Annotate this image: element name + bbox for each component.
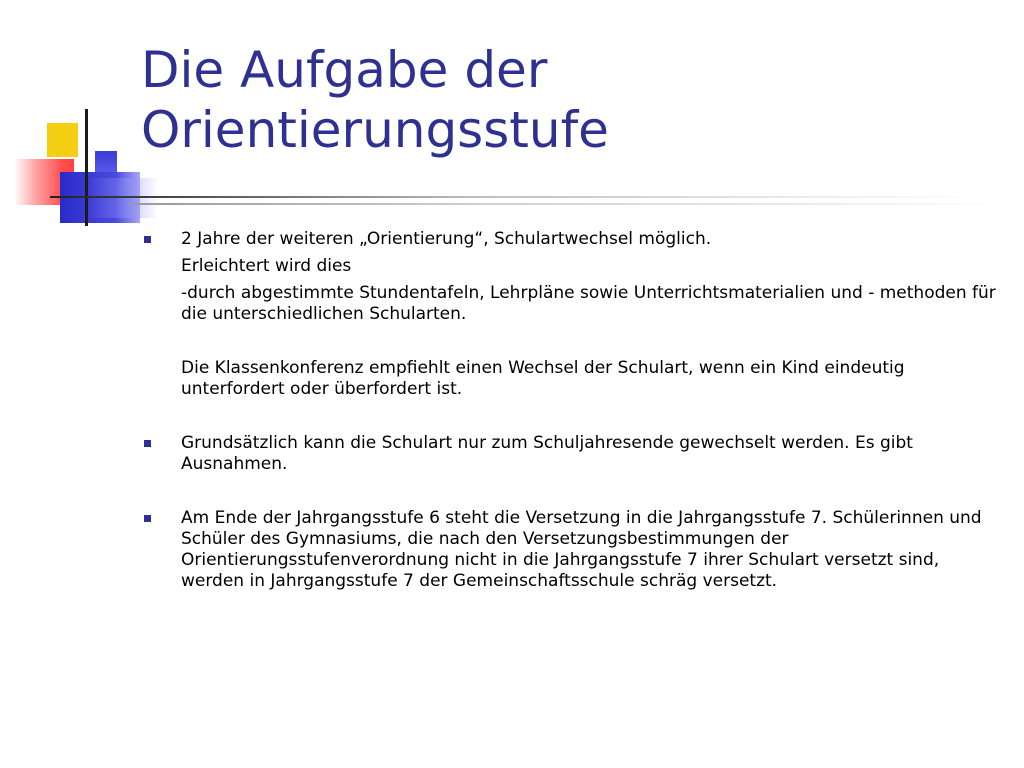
vertical-line (85, 109, 88, 226)
blue-glow (88, 178, 158, 218)
title-line-1: Die Aufgabe der (141, 41, 548, 99)
slide-title (141, 40, 1001, 160)
blue-square-small (95, 151, 117, 173)
paragraph: Die Klassenkonferenz empfiehlt einen Wechsel der Schulart, wenn ein Kind eindeutig unterfordert oder überfordert ist. (181, 358, 905, 399)
title-underline (50, 196, 980, 198)
paragraph: Grundsätzlich kann die Schulart nur zum Schuljahresende gewechselt werden. Es gibt Ausnahmen. (181, 433, 913, 474)
paragraph: Am Ende der Jahrgangsstufe 6 steht die Versetzung in die Jahrgangsstufe 7. Schülerinnen und Schüler des Gymnasiums, die nach den Versetzungsbestimmungen der Orientierungsstufenverordnung nicht in die Jahrgangsstufe 7 ihrer Schulart versetzt sind, werden in Jahrgangsstufe 7 der Gemeinschaftsschule schräg versetzt. (181, 508, 982, 591)
bullet-item (140, 433, 1000, 475)
paragraph: -durch abgestimmte Stundentafeln, Lehrpläne sowie Unterrichtsmaterialien und - methoden für die unterschiedlichen Schularten. (181, 283, 996, 324)
square-bullet-icon (144, 515, 151, 522)
title-underline-secondary (130, 203, 1000, 205)
square-bullet-icon (144, 440, 151, 447)
title-line-2: Orientierungsstufe (141, 101, 609, 159)
paragraph: 2 Jahre der weiteren „Orientierung“, Schulartwechsel möglich. (181, 229, 712, 249)
bullet-item (140, 229, 1000, 400)
bullet-item (140, 508, 1000, 592)
yellow-square (47, 123, 78, 157)
slide-body (140, 229, 1000, 592)
paragraph: Erleichtert wird dies (181, 256, 352, 276)
square-bullet-icon (144, 236, 151, 243)
